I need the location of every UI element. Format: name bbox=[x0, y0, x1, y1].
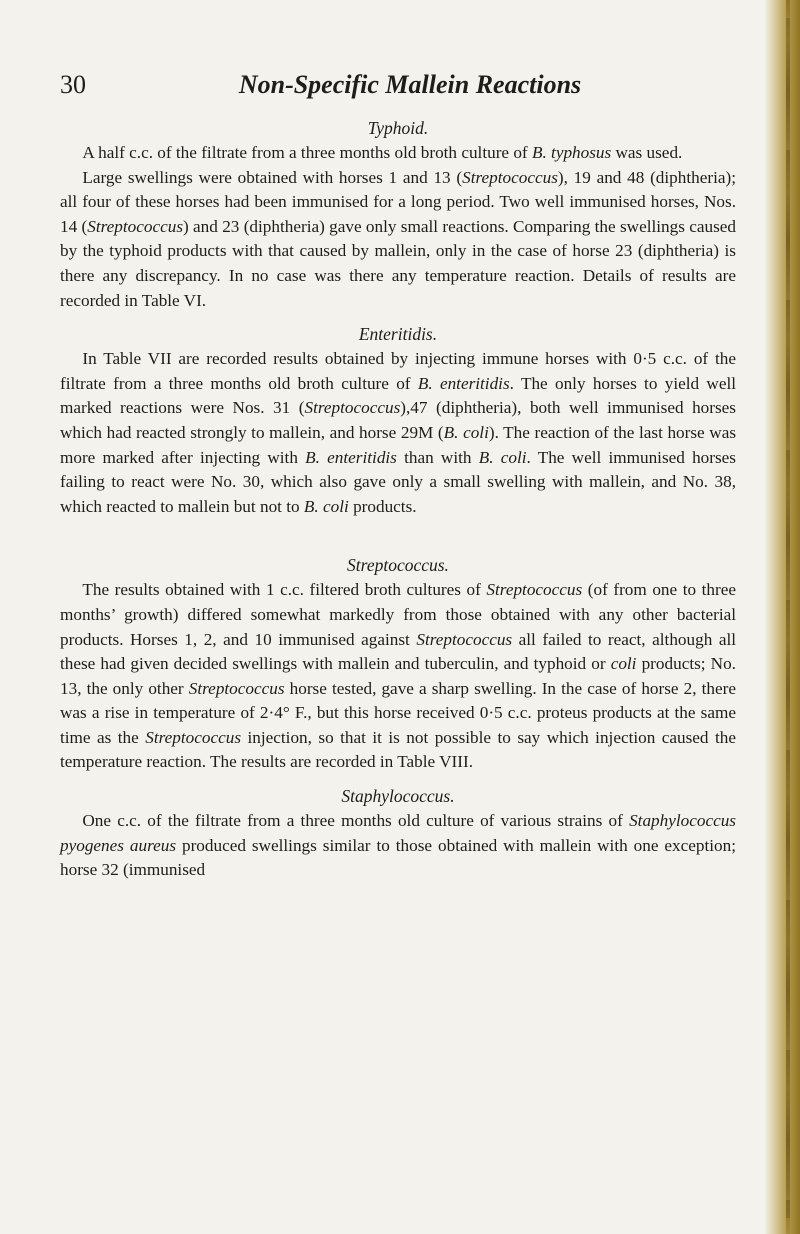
italic-term: B. typhosus bbox=[531, 143, 612, 162]
italic-term: Streptococcus bbox=[188, 678, 285, 698]
italic-term: Streptococcus bbox=[462, 167, 558, 187]
paragraph: In Table VII are recorded results obtained by injecting immune horses with 0·5 c.c. of the filtrate from a three months old broth culture of B. enteritidis. The only horses to yield well marked reactions were Nos. 31 (Streptococcus),47 (diphtheria), both well immunised horses which had reacted strongly to mallein, and horse 29M (B. coli). The reaction of the last horse was more marked after injecting with B. enteritidis than with B. coli. The well immunised horses failing to react were No. 30, which also gave only a small swelling with mallein, and No. 38, which reacted to mallein but not to B. coli products. bbox=[60, 349, 737, 516]
italic-term: B. coli bbox=[303, 496, 349, 516]
page-fold-line bbox=[786, 18, 790, 1218]
running-title: Non-Specific Mallein Reactions bbox=[238, 70, 582, 99]
italic-term: Streptococcus bbox=[304, 398, 401, 418]
italic-term: Streptococcus bbox=[486, 580, 583, 600]
section-heading-typhoid: Typhoid. bbox=[367, 118, 429, 138]
italic-term: Streptococcus bbox=[87, 216, 184, 236]
italic-term: coli bbox=[610, 654, 637, 674]
italic-term: B. coli bbox=[478, 447, 527, 467]
paragraph: The results obtained with 1 c.c. filtered broth cultures of Streptococcus (of from one to three months’ growth) differed somewhat markedly from those obtained with any other bacterial products. Horses 1, 2, and 10 immunised against Streptococcus all failed to react, although all these had given decided swellings with mallein and tuberculin, and typhoid or coli products; No. 13, the only other Streptococcus horse tested, gave a sharp swelling. In the case of horse 2, there was a rise in temperature of 2·4° F., but this horse received 0·5 c.c. proteus products at the same time as the Streptococcus injection, so that it is not possible to say which injection caused the temperature reaction. The results are recorded in Table VIII. bbox=[60, 580, 736, 772]
italic-term: B. enteritidis bbox=[305, 447, 397, 467]
italic-term: B. enteritidis bbox=[417, 373, 510, 393]
section-heading-staphylococcus: Staphylococcus. bbox=[341, 786, 455, 807]
italic-term: Streptococcus bbox=[416, 629, 513, 649]
italic-term: B. coli bbox=[443, 422, 489, 442]
paragraph: Large swellings were obtained with horses 1 and 13 (Streptococcus), 19 and 48 (diphtheria); all four of these horses had been immunised for a long period. Two well immunised horses, Nos. 14 (Streptococcus) and 23 (diphtheria) gave only small reactions. Comparing the swellings caused by the typhoid products with that caused by mallein, only in the case of horse 23 (diphtheria) is there any discrepancy. In no case was there any temperature reaction. Details of results are recorded in Table VI. bbox=[60, 167, 736, 310]
paragraph: One c.c. of the filtrate from a three months old culture of various strains of Staphylococcus pyogenes aureus produced swellings similar to those obtained with mallein with one exception; horse 32 (immunised bbox=[60, 811, 736, 880]
italic-term: Streptococcus bbox=[145, 727, 242, 747]
page-edge-shadow bbox=[764, 0, 800, 1234]
page-header bbox=[60, 70, 760, 110]
italic-term: Staphylococcus pyogenes aureus bbox=[60, 811, 736, 855]
paragraph: A half c.c. of the filtrate from a three months old broth culture of B. typhosus was used. bbox=[82, 143, 683, 162]
section-heading-enteritidis: Enteritidis. bbox=[358, 324, 438, 345]
body-text bbox=[60, 115, 736, 883]
page-number: 30 bbox=[60, 70, 86, 99]
section-heading-streptococcus: Streptococcus. bbox=[347, 555, 449, 576]
